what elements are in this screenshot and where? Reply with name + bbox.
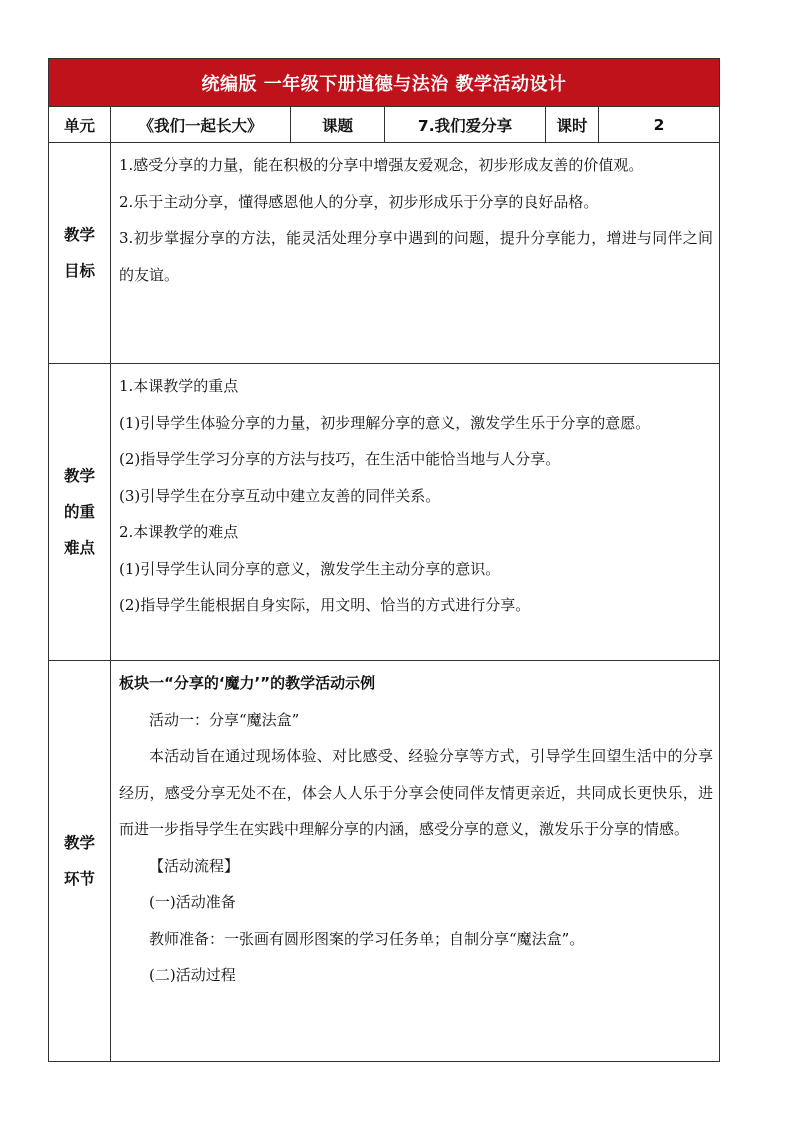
- prep-text: 教师准备：一张画有圆形图案的学习任务单；自制分享“魔法盒”。: [149, 929, 585, 948]
- objectives-row: [49, 143, 720, 364]
- key-points-row: [49, 364, 720, 661]
- process-content: [111, 661, 720, 1062]
- period-value: 2: [599, 107, 720, 143]
- period-label: 课时: [546, 107, 599, 143]
- flow-title: 【活动流程】: [149, 856, 240, 875]
- process-row: [49, 661, 720, 1062]
- process-title: (二)活动过程: [149, 966, 236, 984]
- objective-item: 1.感受分享的力量，能在积极的分享中增强友爱观念，初步形成友善的价值观。: [119, 156, 644, 174]
- objective-item: 3.初步掌握分享的方法，能灵活处理分享中遇到的问题，提升分享能力，增进与同伴之间的友谊。: [119, 229, 714, 284]
- key-point-line: (2)指导学生学习分享的方法与技巧，在生活中能恰当地与人分享。: [119, 450, 561, 468]
- objective-item: 2.乐于主动分享，懂得感恩他人的分享，初步形成乐于分享的良好品格。: [119, 192, 599, 211]
- key-point-line: (1)引导学生认同分享的意义，激发学生主动分享的意识。: [119, 559, 501, 578]
- block-title: 板块一“分享的‘魔力’”的教学活动示例: [119, 674, 376, 692]
- key-points-label: 教学 的重 难点: [49, 364, 111, 661]
- key-point-line: (2)指导学生能根据自身实际，用文明、恰当的方式进行分享。: [119, 596, 531, 614]
- document-title: 统编版 一年级下册道德与法治 教学活动设计: [49, 59, 720, 107]
- header-row: [49, 107, 720, 143]
- process-label: 教学 环节: [49, 661, 111, 1062]
- lesson-label: 课题: [291, 107, 385, 143]
- unit-label: 单元: [49, 107, 111, 143]
- key-point-line: 2.本课教学的难点: [119, 523, 239, 541]
- activity-title: 活动一：分享“魔法盒”: [149, 710, 300, 729]
- key-points-content: [111, 364, 720, 661]
- key-point-line: (3)引导学生在分享互动中建立友善的同伴关系。: [119, 486, 441, 505]
- lesson-plan-document: [48, 58, 719, 1062]
- lesson-plan-table: [48, 58, 720, 1062]
- prep-title: (一)活动准备: [149, 893, 236, 911]
- objectives-content: [111, 143, 720, 364]
- unit-value: 《我们一起长大》: [111, 107, 291, 143]
- objectives-label: 教学 目标: [49, 143, 111, 364]
- key-point-line: 1.本课教学的重点: [119, 377, 239, 395]
- lesson-value: 7.我们爱分享: [385, 107, 546, 143]
- key-point-line: (1)引导学生体验分享的力量，初步理解分享的意义，激发学生乐于分享的意愿。: [119, 413, 651, 432]
- activity-intro: 本活动旨在通过现场体验、对比感受、经验分享等方式，引导学生回望生活中的分享经历，感受分享无处不在，体会人人乐于分享会使同伴友情更亲近，共同成长更快乐，进而进一步指导学生在实践中理解分享的内涵，感受分享的意义，激发乐于分享的情感。: [119, 747, 714, 838]
